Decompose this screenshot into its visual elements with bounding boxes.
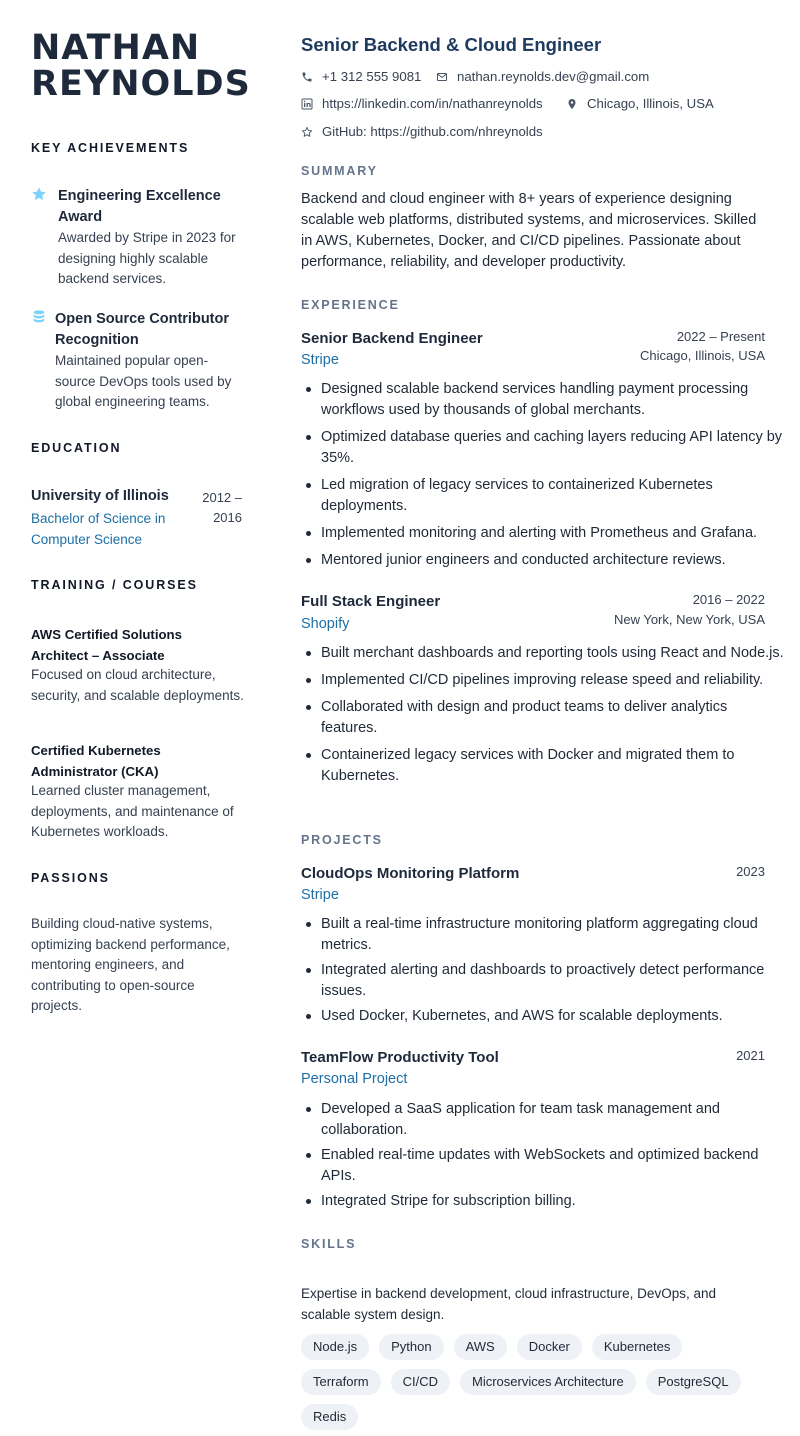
skill-chip: Terraform: [301, 1369, 381, 1395]
skills-heading: SKILLS: [301, 1237, 357, 1251]
star-icon: [31, 186, 47, 202]
project-year: 2023: [736, 864, 765, 879]
experience-location: New York, New York, USA: [613, 612, 765, 627]
summary-text: Backend and cloud engineer with 8+ years of experience designing scalable web platforms, distributed systems, and microservices. Skilled in AWS, Kubernetes, Docker, and CI/CD pipelines. Passionate about performance, reliability, and developer productivity.: [301, 191, 757, 270]
skill-chip: Redis: [301, 1404, 358, 1430]
experience-company: Stripe: [301, 352, 339, 368]
email-text: nathan.reynolds.dev@gmail.com: [457, 69, 650, 84]
skill-chip: AWS: [454, 1334, 507, 1360]
skill-chip: PostgreSQL: [646, 1369, 741, 1395]
achievement-item: [31, 309, 246, 414]
key-achievements-heading: KEY ACHIEVEMENTS: [31, 141, 190, 155]
candidate-name: NATHAN REYNOLDS: [31, 28, 251, 104]
experience-role: Senior Backend Engineer: [301, 330, 483, 347]
passions-heading: PASSIONS: [31, 871, 110, 885]
skill-chip: Kubernetes: [592, 1334, 683, 1360]
achievement-title: Open Source Contributor Recognition: [55, 311, 229, 348]
project-bullets: [301, 914, 786, 1031]
education-heading: EDUCATION: [31, 441, 122, 455]
location-text: Chicago, Illinois, USA: [587, 96, 714, 111]
bullet-item: Designed scalable backend services handling payment processing workflows used by thousands of global merchants.: [321, 379, 786, 421]
project-organization: Personal Project: [301, 1071, 408, 1087]
experience-bullets: [301, 643, 786, 793]
bullet-item: Developed a SaaS application for team task management and collaboration.: [321, 1099, 786, 1141]
bullet-item: Enabled real-time updates with WebSockets and optimized backend APIs.: [321, 1145, 786, 1187]
experience-bullets: [301, 379, 786, 577]
bullet-item: Led migration of legacy services to containerized Kubernetes deployments.: [321, 475, 786, 517]
star-outline-icon: [301, 126, 313, 138]
project-year: 2021: [736, 1048, 765, 1063]
bullet-item: Integrated Stripe for subscription billing.: [321, 1191, 786, 1212]
contact-github[interactable]: [301, 124, 543, 139]
course-title: AWS Certified Solutions Architect – Associate: [31, 627, 182, 663]
experience-heading: EXPERIENCE: [301, 298, 400, 312]
contact-phone[interactable]: [301, 69, 421, 84]
bullet-item: Containerized legacy services with Docker and migrated them to Kubernetes.: [321, 745, 786, 787]
contact-email[interactable]: [436, 69, 649, 84]
summary-heading: SUMMARY: [301, 164, 378, 178]
project-name: TeamFlow Productivity Tool: [301, 1049, 499, 1066]
phone-text: +1 312 555 9081: [322, 69, 422, 84]
skill-chip: CI/CD: [391, 1369, 450, 1395]
experience-location: Chicago, Illinois, USA: [640, 348, 765, 363]
passions-text: Building cloud-native systems, optimizing backend performance, mentoring engineers, and contributing to open-source projects.: [31, 916, 230, 1013]
education-school: University of Illinois: [31, 488, 169, 504]
experience-company: Shopify: [301, 616, 350, 632]
bullet-item: Built a real-time infrastructure monitoring platform aggregating cloud metrics.: [321, 914, 786, 956]
location-pin-icon: [566, 98, 578, 110]
skills-intro: Expertise in backend development, cloud infrastructure, DevOps, and scalable system design.: [301, 1286, 716, 1322]
bullet-item: Integrated alerting and dashboards to proactively detect performance issues.: [321, 960, 786, 1002]
skill-chip: Microservices Architecture: [460, 1369, 636, 1395]
course-description: Focused on cloud architecture, security, and scalable deployments.: [31, 667, 244, 703]
project-bullets: [301, 1099, 786, 1216]
bullet-item: Built merchant dashboards and reporting tools using React and Node.js.: [321, 643, 786, 664]
experience-dates: 2022 – Present: [676, 329, 765, 344]
achievement-title: Engineering Excellence Award: [58, 188, 221, 225]
project-organization: Stripe: [301, 887, 339, 903]
skills-list: [301, 1334, 771, 1430]
github-text: GitHub: https://github.com/nhreynolds: [322, 124, 543, 139]
experience-role: Full Stack Engineer: [301, 593, 441, 610]
projects-heading: PROJECTS: [301, 833, 383, 847]
achievement-description: Awarded by Stripe in 2023 for designing highly scalable backend services.: [58, 230, 236, 286]
course-title: Certified Kubernetes Administrator (CKA): [31, 743, 161, 779]
experience-dates: 2016 – 2022: [692, 592, 765, 607]
course-description: Learned cluster management, deployments, and maintenance of Kubernetes workloads.: [31, 783, 234, 839]
skill-chip: Node.js: [301, 1334, 369, 1360]
database-icon: [31, 309, 47, 325]
headline: Senior Backend & Cloud Engineer: [301, 34, 602, 55]
bullet-item: Collaborated with design and product teams to deliver analytics features.: [321, 697, 786, 739]
linkedin-text: https://linkedin.com/in/nathanreynolds: [322, 96, 543, 111]
training-heading: TRAINING / COURSES: [31, 578, 198, 592]
mail-icon: [436, 71, 448, 83]
bullet-item: Used Docker, Kubernetes, and AWS for scalable deployments.: [321, 1006, 786, 1027]
skill-chip: Docker: [517, 1334, 582, 1360]
skill-chip: Python: [379, 1334, 443, 1360]
education-years: 2012 – 2016: [202, 490, 242, 525]
contact-location: [566, 96, 714, 111]
education-degree: Bachelor of Science in Computer Science: [31, 511, 166, 547]
bullet-item: Implemented CI/CD pipelines improving release speed and reliability.: [321, 670, 786, 691]
achievement-item: [31, 186, 246, 291]
phone-icon: [301, 71, 313, 83]
contact-linkedin[interactable]: [301, 96, 543, 111]
bullet-item: Mentored junior engineers and conducted architecture reviews.: [321, 550, 786, 571]
linkedin-icon: [301, 98, 313, 110]
project-name: CloudOps Monitoring Platform: [301, 865, 520, 882]
achievement-description: Maintained popular open-source DevOps tools used by global engineering teams.: [55, 353, 232, 409]
bullet-item: Implemented monitoring and alerting with Prometheus and Grafana.: [321, 523, 786, 544]
bullet-item: Optimized database queries and caching layers reducing API latency by 35%.: [321, 427, 786, 469]
